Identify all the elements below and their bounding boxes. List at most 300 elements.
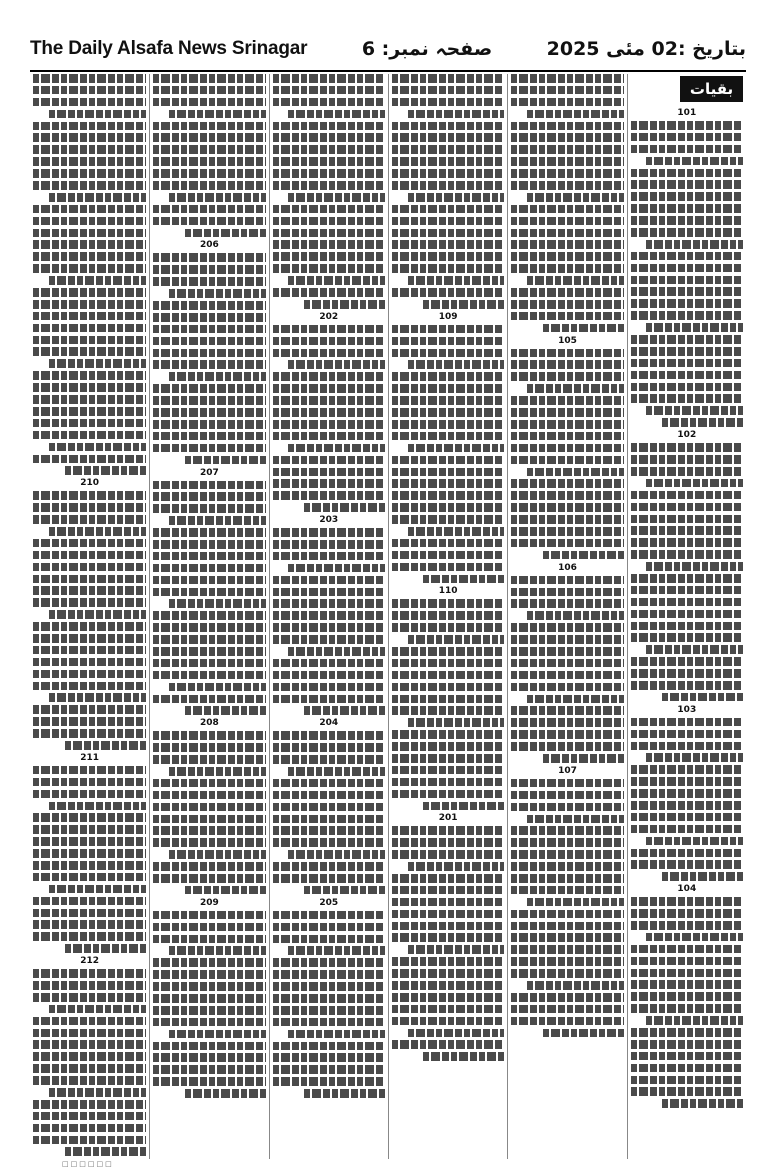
text-line — [153, 1053, 265, 1062]
text-line — [153, 420, 265, 429]
text-line — [511, 396, 623, 405]
text-line — [33, 1029, 146, 1038]
text-line — [511, 1017, 623, 1026]
text-line — [631, 371, 743, 380]
text-line — [631, 204, 743, 213]
text-line — [646, 1016, 743, 1025]
text-line — [33, 622, 146, 631]
text-line — [392, 766, 504, 775]
section-number: 105 — [558, 335, 577, 346]
text-line — [33, 1052, 146, 1061]
text-line — [33, 145, 146, 154]
text-line — [511, 503, 623, 512]
text-line — [392, 325, 504, 334]
text-line — [511, 539, 623, 548]
text-line — [631, 311, 743, 320]
text-line — [392, 826, 504, 835]
text-line — [392, 838, 504, 847]
text-line — [304, 706, 385, 715]
text-line — [511, 957, 623, 966]
text-line — [65, 944, 147, 953]
text-line — [273, 1006, 385, 1015]
text-line — [631, 657, 743, 666]
text-line — [631, 1087, 743, 1096]
text-line — [273, 923, 385, 932]
text-line — [33, 849, 146, 858]
text-line — [631, 992, 743, 1001]
text-line — [33, 705, 146, 714]
text-line — [631, 730, 743, 739]
text-line — [631, 574, 743, 583]
text-line — [392, 778, 504, 787]
text-line — [153, 838, 265, 847]
text-line — [153, 862, 265, 871]
column-3 — [388, 74, 507, 1159]
text-line — [408, 862, 505, 871]
text-line — [392, 611, 504, 620]
text-line — [631, 969, 743, 978]
text-line — [631, 1076, 743, 1085]
text-line — [169, 372, 266, 381]
column-5 — [149, 74, 268, 1159]
column-1 — [627, 74, 746, 1159]
text-line — [631, 909, 743, 918]
text-line — [511, 922, 623, 931]
section-number: 102 — [677, 430, 697, 441]
article-text — [153, 74, 265, 237]
text-line — [511, 515, 623, 524]
text-line — [273, 1018, 385, 1027]
text-line — [273, 911, 385, 920]
text-line — [33, 455, 146, 464]
text-line — [631, 287, 743, 296]
text-line — [49, 276, 146, 285]
text-line — [33, 431, 146, 440]
text-line — [273, 86, 385, 95]
text-line — [169, 516, 266, 525]
text-line — [631, 718, 743, 727]
text-line — [65, 466, 147, 475]
text-line — [511, 862, 623, 871]
text-line — [33, 551, 146, 560]
text-line — [631, 526, 743, 535]
text-line — [33, 658, 146, 667]
text-line — [288, 850, 385, 859]
section-number: 204 — [319, 718, 339, 729]
text-line — [662, 693, 743, 702]
text-line — [153, 982, 265, 991]
text-line — [511, 826, 623, 835]
text-line — [49, 193, 146, 202]
text-line — [631, 121, 743, 130]
text-line — [511, 217, 623, 226]
text-line — [423, 575, 504, 584]
text-line — [392, 372, 504, 381]
text-line — [33, 837, 146, 846]
text-line — [153, 958, 265, 967]
header-rule — [30, 70, 746, 72]
text-line — [33, 264, 146, 273]
text-line — [392, 683, 504, 692]
section-number: 212 — [80, 956, 99, 967]
text-line — [631, 299, 743, 308]
text-line — [33, 86, 146, 95]
text-line — [631, 777, 743, 786]
column-6 — [30, 74, 149, 1159]
text-line — [273, 98, 385, 107]
text-line — [153, 408, 265, 417]
text-line — [392, 659, 504, 668]
text-line — [631, 813, 743, 822]
text-line — [169, 767, 266, 776]
article-text — [33, 491, 146, 749]
text-line — [33, 1064, 146, 1073]
text-line — [511, 444, 623, 453]
text-line — [273, 491, 385, 500]
text-line — [273, 528, 385, 537]
text-line — [49, 359, 146, 368]
text-line — [631, 681, 743, 690]
text-line — [153, 444, 265, 453]
text-line — [273, 468, 385, 477]
text-line — [273, 779, 385, 788]
text-line — [169, 850, 266, 859]
text-line — [511, 157, 623, 166]
text-line — [153, 157, 265, 166]
text-line — [631, 216, 743, 225]
text-line — [392, 468, 504, 477]
text-line — [49, 527, 146, 536]
text-line — [273, 205, 385, 214]
text-line — [153, 874, 265, 883]
text-line — [273, 671, 385, 680]
text-line — [153, 1065, 265, 1074]
article-text — [273, 731, 385, 894]
text-line — [153, 1006, 265, 1015]
text-line — [153, 74, 265, 83]
text-line — [153, 791, 265, 800]
text-line — [153, 349, 265, 358]
text-line — [527, 276, 624, 285]
text-line — [392, 420, 504, 429]
text-line — [33, 515, 146, 524]
text-line — [511, 432, 623, 441]
text-line — [273, 611, 385, 620]
text-line — [392, 229, 504, 238]
text-line — [33, 133, 146, 142]
text-line — [408, 718, 505, 727]
text-line — [288, 1030, 385, 1039]
section-number: 209 — [199, 897, 219, 908]
text-line — [631, 515, 743, 524]
text-line — [33, 288, 146, 297]
text-line — [153, 923, 265, 932]
text-line — [392, 157, 504, 166]
text-line — [49, 802, 146, 811]
text-line — [631, 801, 743, 810]
text-line — [511, 706, 623, 715]
text-line — [273, 731, 385, 740]
text-line — [392, 730, 504, 739]
article-text — [392, 74, 504, 309]
text-line — [511, 886, 623, 895]
text-line — [33, 813, 146, 822]
text-line — [33, 766, 146, 775]
text-line — [631, 610, 743, 619]
text-line — [527, 815, 624, 824]
section-number: 201 — [438, 813, 458, 824]
text-line — [511, 420, 623, 429]
text-line — [273, 659, 385, 668]
text-line — [288, 110, 385, 119]
text-line — [65, 1147, 147, 1156]
text-line — [511, 635, 623, 644]
text-line — [33, 586, 146, 595]
text-line — [153, 935, 265, 944]
text-line — [646, 157, 743, 166]
text-line — [408, 110, 505, 119]
text-line — [527, 468, 624, 477]
page-number: صفحہ نمبر: 6 — [361, 38, 493, 60]
issue-date: بتاریخ :02 مئی 2025 — [546, 38, 746, 60]
text-line — [511, 945, 623, 954]
text-line — [631, 538, 743, 547]
text-line — [273, 576, 385, 585]
text-line — [646, 240, 743, 249]
text-line — [392, 623, 504, 632]
text-line — [288, 193, 385, 202]
text-line — [511, 803, 623, 812]
article-text — [33, 766, 146, 953]
text-line — [273, 1077, 385, 1086]
text-line — [153, 1018, 265, 1027]
text-line — [631, 789, 743, 798]
text-line — [33, 1017, 146, 1026]
text-line — [392, 408, 504, 417]
text-line — [153, 325, 265, 334]
text-line — [33, 407, 146, 416]
text-line — [631, 921, 743, 930]
text-line — [392, 288, 504, 297]
text-line — [511, 874, 623, 883]
text-line — [511, 576, 623, 585]
text-line — [392, 479, 504, 488]
text-line — [153, 743, 265, 752]
text-line — [392, 957, 504, 966]
text-line — [153, 253, 265, 262]
text-line — [392, 86, 504, 95]
text-line — [49, 610, 146, 619]
text-line — [631, 443, 743, 452]
text-line — [392, 599, 504, 608]
text-line — [631, 491, 743, 500]
text-line — [153, 635, 265, 644]
text-line — [631, 1052, 743, 1061]
text-line — [511, 264, 623, 273]
text-line — [631, 335, 743, 344]
section-number: 205 — [319, 897, 339, 908]
text-line — [153, 265, 265, 274]
text-line — [511, 169, 623, 178]
text-line — [65, 741, 147, 750]
text-line — [33, 981, 146, 990]
text-line — [511, 360, 623, 369]
article-text — [392, 599, 504, 810]
text-line — [646, 406, 743, 415]
text-line — [33, 491, 146, 500]
text-line — [646, 645, 743, 654]
text-line — [153, 277, 265, 286]
text-line — [631, 765, 743, 774]
text-line — [185, 886, 266, 895]
text-line — [288, 276, 385, 285]
text-line — [273, 157, 385, 166]
section-number: 109 — [438, 311, 458, 322]
text-line — [543, 754, 624, 763]
text-line — [33, 717, 146, 726]
text-line — [273, 288, 385, 297]
text-line — [33, 575, 146, 584]
text-line — [392, 922, 504, 931]
text-line — [646, 562, 743, 571]
text-line — [527, 384, 624, 393]
text-line — [392, 695, 504, 704]
text-line — [33, 98, 146, 107]
article-text — [33, 969, 146, 1156]
section-number: 207 — [199, 467, 219, 478]
text-line — [631, 394, 743, 403]
text-line — [273, 396, 385, 405]
text-line — [392, 1040, 504, 1049]
text-line — [273, 540, 385, 549]
text-line — [273, 264, 385, 273]
text-line — [423, 802, 504, 811]
footer-mark: □□□□□□ — [62, 1160, 114, 1168]
text-line — [631, 169, 743, 178]
text-line — [631, 252, 743, 261]
text-line — [33, 598, 146, 607]
text-line — [153, 481, 265, 490]
text-line — [273, 970, 385, 979]
text-line — [33, 240, 146, 249]
text-line — [153, 181, 265, 190]
text-line — [33, 682, 146, 691]
text-line — [631, 1040, 743, 1049]
text-line — [511, 683, 623, 692]
text-line — [646, 933, 743, 942]
section-number: 203 — [319, 515, 339, 526]
text-line — [511, 300, 623, 309]
article-text — [273, 528, 385, 715]
text-line — [392, 396, 504, 405]
article-text — [273, 325, 385, 512]
text-line — [511, 372, 623, 381]
text-line — [392, 337, 504, 346]
text-line — [169, 110, 266, 119]
text-line — [511, 98, 623, 107]
text-line — [273, 982, 385, 991]
text-line — [408, 360, 505, 369]
section-number: 211 — [80, 752, 99, 763]
section-number: 210 — [80, 478, 99, 489]
text-line — [33, 873, 146, 882]
text-line — [273, 240, 385, 249]
text-line — [273, 456, 385, 465]
text-line — [392, 205, 504, 214]
article-text — [392, 325, 504, 583]
text-line — [631, 586, 743, 595]
text-line — [273, 552, 385, 561]
text-line — [33, 157, 146, 166]
text-line — [511, 742, 623, 751]
text-line — [153, 911, 265, 920]
section-number: 202 — [319, 311, 339, 322]
text-line — [392, 706, 504, 715]
article-columns — [30, 74, 746, 1159]
text-line — [33, 336, 146, 345]
text-line — [273, 408, 385, 417]
text-line — [273, 683, 385, 692]
text-line — [631, 455, 743, 464]
text-line — [33, 169, 146, 178]
text-line — [33, 909, 146, 918]
text-line — [527, 611, 624, 620]
text-line — [153, 588, 265, 597]
text-line — [49, 1005, 146, 1014]
text-line — [304, 1089, 385, 1098]
text-line — [408, 635, 505, 644]
text-line — [273, 420, 385, 429]
text-line — [153, 1077, 265, 1086]
text-line — [631, 669, 743, 678]
text-line — [185, 456, 266, 465]
text-line — [153, 803, 265, 812]
text-line — [631, 860, 743, 869]
column-2 — [507, 74, 626, 1159]
text-line — [392, 74, 504, 83]
text-line — [288, 647, 385, 656]
text-line — [153, 611, 265, 620]
text-line — [33, 563, 146, 572]
baqiyat-banner: بقیات — [680, 76, 743, 102]
text-line — [153, 671, 265, 680]
text-line — [304, 886, 385, 895]
text-line — [392, 240, 504, 249]
article-text — [392, 826, 504, 1061]
text-line — [273, 1053, 385, 1062]
text-line — [33, 503, 146, 512]
text-line — [169, 193, 266, 202]
text-line — [392, 563, 504, 572]
article-text — [153, 911, 265, 1098]
text-line — [631, 622, 743, 631]
text-line — [543, 551, 624, 560]
text-line — [33, 1076, 146, 1085]
text-line — [392, 456, 504, 465]
text-line — [153, 384, 265, 393]
text-line — [511, 240, 623, 249]
text-line — [392, 850, 504, 859]
text-line — [511, 838, 623, 847]
text-line — [392, 790, 504, 799]
text-line — [273, 337, 385, 346]
text-line — [153, 98, 265, 107]
text-line — [169, 683, 266, 692]
text-line — [631, 264, 743, 273]
text-line — [511, 527, 623, 536]
article-text — [631, 897, 743, 1108]
article-text — [511, 576, 623, 763]
